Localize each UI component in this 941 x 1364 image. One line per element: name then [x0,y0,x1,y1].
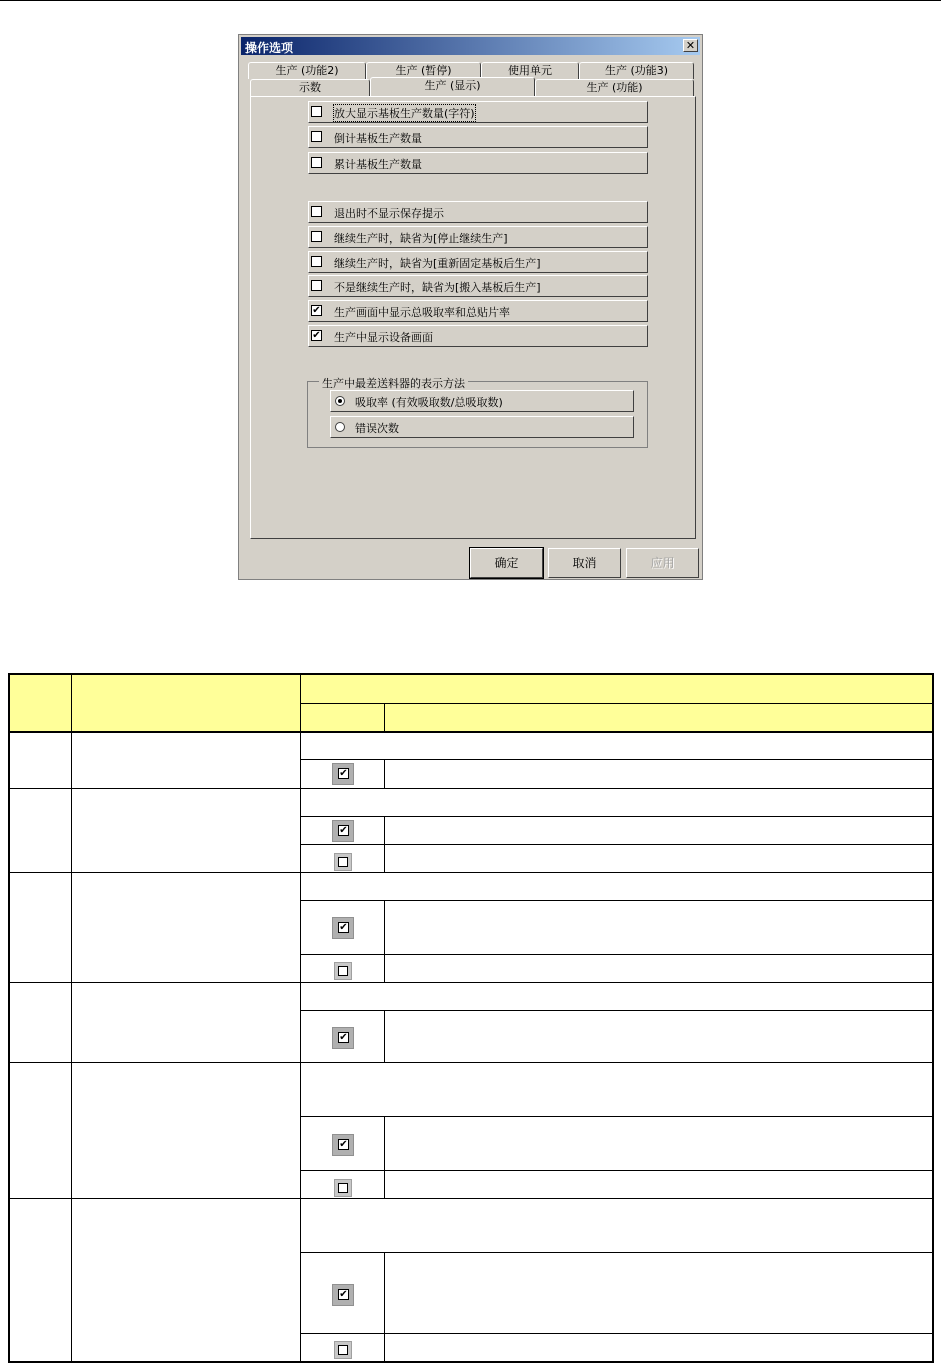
tab-production-func[interactable]: 生产 (功能) [535,79,694,96]
radio-pickup-rate[interactable] [330,390,634,412]
unchecked-checkbox-icon [334,853,352,871]
checkbox[interactable]: ✔ [312,305,321,316]
option-label: 放大显示基板生产数量(字符) [334,107,475,120]
option-show-machine-screen[interactable] [308,325,648,347]
tab-panel [250,96,696,539]
checkbox[interactable] [311,256,322,267]
option-label: 不是继续生产时，缺省为[搬入基板后生产] [334,281,541,294]
option-not-continue-load[interactable] [308,275,648,297]
unchecked-checkbox-icon [334,962,352,980]
tab-production-func2[interactable]: 生产 (功能2) [248,62,366,79]
checkbox[interactable] [311,157,322,168]
option-no-save-prompt[interactable] [308,201,648,223]
checkbox[interactable]: ✔ [312,330,321,341]
option-label: 倒计基板生产数量 [334,132,422,145]
radio-label: 吸取率 (有效吸取数/总吸取数) [355,396,503,409]
dialog-title: 操作选项 [245,41,294,55]
checkbox[interactable] [311,206,322,217]
unchecked-checkbox-icon [334,1341,352,1359]
close-button[interactable] [683,39,698,52]
cancel-button[interactable]: 取消 [548,548,621,578]
tab-use-unit[interactable]: 使用单元 [481,62,579,79]
ok-button[interactable]: 确定 [470,548,543,578]
close-icon: ✕ [685,39,696,52]
checked-checkbox-icon: ✔ [332,1134,354,1156]
option-continue-refix[interactable] [308,251,648,273]
checkbox[interactable] [311,280,322,291]
group-title: 生产中最差送料器的表示方法 [319,375,468,391]
checked-checkbox-icon: ✔ [332,820,354,842]
options-table [8,673,934,1363]
apply-button[interactable]: 应用 [626,548,699,578]
option-enlarge-board-count[interactable] [308,101,648,123]
radio-button[interactable] [335,396,345,406]
tab-production-display[interactable]: 生产 (显示) [370,77,535,96]
option-continue-stop[interactable] [308,226,648,248]
checked-checkbox-icon: ✔ [332,1284,354,1306]
checkbox[interactable] [311,131,322,142]
checkbox[interactable] [311,106,322,117]
tab-production-pause[interactable]: 生产 (暂停) [366,62,481,79]
option-label: 生产画面中显示总吸取率和总贴片率 [334,306,510,319]
option-label: 继续生产时，缺省为[停止继续生产] [334,232,508,245]
checkbox[interactable] [311,231,322,242]
option-show-total-rates[interactable] [308,300,648,322]
tab-production-func3[interactable]: 生产 (功能3) [579,62,694,79]
radio-error-count[interactable] [330,416,634,438]
option-label: 退出时不显示保存提示 [334,207,444,220]
unchecked-checkbox-icon [334,1179,352,1197]
option-label: 继续生产时，缺省为[重新固定基板后生产] [334,257,541,270]
tab-count[interactable]: 示数 [250,79,370,96]
checked-checkbox-icon: ✔ [332,917,354,939]
radio-button[interactable] [335,422,345,432]
checked-checkbox-icon: ✔ [332,763,354,785]
title-bar[interactable] [241,37,700,55]
checked-checkbox-icon: ✔ [332,1027,354,1049]
option-cumulative-board-count[interactable] [308,152,648,174]
option-label: 累计基板生产数量 [334,158,422,171]
operation-options-dialog [238,34,703,580]
option-label: 生产中显示设备画面 [334,331,433,344]
option-countdown-board-count[interactable] [308,126,648,148]
top-rule [0,0,941,1]
radio-label: 错误次数 [355,422,399,435]
